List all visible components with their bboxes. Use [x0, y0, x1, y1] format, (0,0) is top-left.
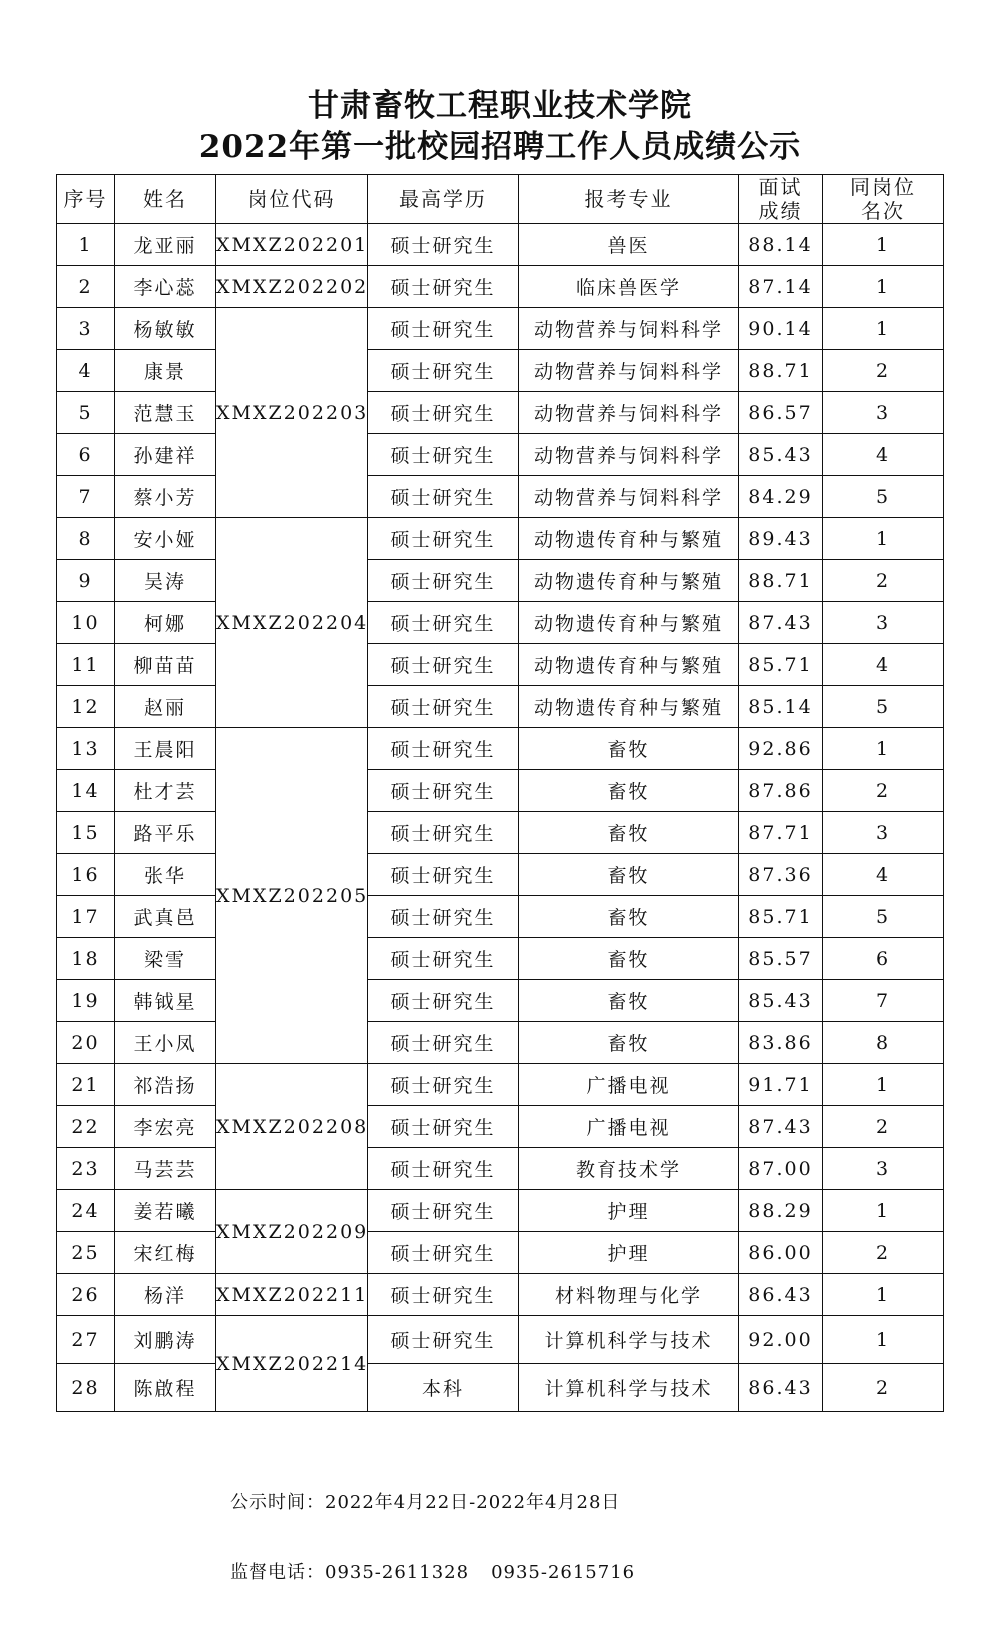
cell-name: 杨敏敏	[115, 308, 216, 350]
header-score	[739, 175, 823, 224]
cell-seq: 10	[57, 602, 115, 644]
cell-major: 计算机科学与技术	[519, 1316, 739, 1364]
cell-rank: 2	[823, 770, 944, 812]
cell-seq: 3	[57, 308, 115, 350]
cell-major: 临床兽医学	[519, 266, 739, 308]
cell-edu: 硕士研究生	[368, 602, 519, 644]
cell-score: 86.00	[739, 1232, 823, 1274]
cell-edu: 硕士研究生	[368, 1106, 519, 1148]
table-row	[57, 602, 944, 644]
cell-name: 孙建祥	[115, 434, 216, 476]
cell-edu: 硕士研究生	[368, 728, 519, 770]
table-row	[57, 1064, 944, 1106]
cell-name: 马芸芸	[115, 1148, 216, 1190]
cell-major: 动物遗传育种与繁殖	[519, 686, 739, 728]
cell-major: 教育技术学	[519, 1148, 739, 1190]
cell-rank: 1	[823, 224, 944, 266]
cell-seq: 14	[57, 770, 115, 812]
cell-name: 王小凤	[115, 1022, 216, 1064]
cell-edu: 硕士研究生	[368, 518, 519, 560]
cell-name: 赵丽	[115, 686, 216, 728]
phone-number-2: 0935-2615716	[491, 1562, 636, 1583]
table-row	[57, 1106, 944, 1148]
table-row	[57, 266, 944, 308]
table-row	[57, 518, 944, 560]
cell-edu: 硕士研究生	[368, 224, 519, 266]
cell-rank: 1	[823, 1274, 944, 1316]
cell-edu: 硕士研究生	[368, 686, 519, 728]
cell-seq: 6	[57, 434, 115, 476]
header-major: 报考专业	[519, 175, 739, 224]
phone-number-1: 0935-2611328	[325, 1562, 470, 1583]
cell-rank: 1	[823, 1064, 944, 1106]
cell-major: 动物营养与饲料科学	[519, 476, 739, 518]
cell-rank: 2	[823, 1364, 944, 1412]
cell-rank: 3	[823, 602, 944, 644]
cell-edu: 硕士研究生	[368, 1022, 519, 1064]
cell-name: 陈啟程	[115, 1364, 216, 1412]
cell-name: 路平乐	[115, 812, 216, 854]
cell-major: 畜牧	[519, 812, 739, 854]
cell-rank: 1	[823, 1190, 944, 1232]
cell-name: 姜若曦	[115, 1190, 216, 1232]
cell-seq: 8	[57, 518, 115, 560]
header-rank-line1: 同岗位	[850, 175, 916, 199]
cell-edu: 硕士研究生	[368, 1232, 519, 1274]
cell-edu: 硕士研究生	[368, 350, 519, 392]
cell-name: 李心蕊	[115, 266, 216, 308]
table-row	[57, 812, 944, 854]
cell-rank: 3	[823, 392, 944, 434]
cell-score: 87.14	[739, 266, 823, 308]
cell-score: 85.57	[739, 938, 823, 980]
cell-code: XMXZ202208	[216, 1064, 368, 1190]
cell-edu: 硕士研究生	[368, 812, 519, 854]
table-row	[57, 350, 944, 392]
cell-name: 宋红梅	[115, 1232, 216, 1274]
cell-edu: 硕士研究生	[368, 1274, 519, 1316]
cell-seq: 27	[57, 1316, 115, 1364]
cell-major: 动物遗传育种与繁殖	[519, 518, 739, 560]
cell-score: 87.43	[739, 602, 823, 644]
cell-major: 动物营养与饲料科学	[519, 434, 739, 476]
cell-score: 86.43	[739, 1274, 823, 1316]
cell-edu: 硕士研究生	[368, 938, 519, 980]
cell-score: 92.00	[739, 1316, 823, 1364]
cell-major: 广播电视	[519, 1106, 739, 1148]
cell-major: 护理	[519, 1190, 739, 1232]
cell-seq: 1	[57, 224, 115, 266]
table-row	[57, 224, 944, 266]
cell-major: 兽医	[519, 224, 739, 266]
cell-name: 杜才芸	[115, 770, 216, 812]
cell-major: 畜牧	[519, 854, 739, 896]
header-rank	[823, 175, 944, 224]
cell-rank: 8	[823, 1022, 944, 1064]
supervision-phone	[230, 1558, 635, 1584]
cell-major: 畜牧	[519, 896, 739, 938]
cell-score: 91.71	[739, 1064, 823, 1106]
cell-edu: 硕士研究生	[368, 560, 519, 602]
cell-rank: 1	[823, 518, 944, 560]
cell-code: XMXZ202211	[216, 1274, 368, 1316]
cell-score: 86.57	[739, 392, 823, 434]
cell-score: 87.00	[739, 1148, 823, 1190]
table-row	[57, 434, 944, 476]
cell-name: 梁雪	[115, 938, 216, 980]
table-row	[57, 896, 944, 938]
cell-score: 85.71	[739, 644, 823, 686]
cell-edu: 硕士研究生	[368, 392, 519, 434]
cell-name: 康景	[115, 350, 216, 392]
cell-major: 动物遗传育种与繁殖	[519, 644, 739, 686]
cell-score: 88.71	[739, 350, 823, 392]
header-code: 岗位代码	[216, 175, 368, 224]
cell-seq: 26	[57, 1274, 115, 1316]
table-header-row	[57, 175, 944, 224]
cell-major: 护理	[519, 1232, 739, 1274]
header-rank-line2: 名次	[861, 199, 905, 223]
cell-rank: 2	[823, 350, 944, 392]
cell-seq: 22	[57, 1106, 115, 1148]
cell-edu: 硕士研究生	[368, 854, 519, 896]
phone-label: 监督电话：	[230, 1562, 325, 1583]
cell-seq: 15	[57, 812, 115, 854]
cell-score: 88.29	[739, 1190, 823, 1232]
cell-seq: 21	[57, 1064, 115, 1106]
cell-edu: 硕士研究生	[368, 434, 519, 476]
cell-rank: 2	[823, 1106, 944, 1148]
table-row	[57, 476, 944, 518]
cell-seq: 9	[57, 560, 115, 602]
cell-score: 85.14	[739, 686, 823, 728]
cell-name: 王晨阳	[115, 728, 216, 770]
table-row	[57, 560, 944, 602]
cell-score: 88.14	[739, 224, 823, 266]
table-row	[57, 644, 944, 686]
header-name: 姓名	[115, 175, 216, 224]
table-row	[57, 980, 944, 1022]
cell-name: 范慧玉	[115, 392, 216, 434]
cell-name: 吴涛	[115, 560, 216, 602]
cell-name: 蔡小芳	[115, 476, 216, 518]
cell-edu: 硕士研究生	[368, 476, 519, 518]
table-row	[57, 1364, 944, 1412]
cell-score: 92.86	[739, 728, 823, 770]
cell-seq: 16	[57, 854, 115, 896]
cell-name: 韩钺星	[115, 980, 216, 1022]
cell-edu: 硕士研究生	[368, 308, 519, 350]
cell-rank: 1	[823, 266, 944, 308]
table-row	[57, 392, 944, 434]
cell-major: 计算机科学与技术	[519, 1364, 739, 1412]
cell-seq: 19	[57, 980, 115, 1022]
cell-name: 杨洋	[115, 1274, 216, 1316]
cell-name: 张华	[115, 854, 216, 896]
cell-name: 柳苗苗	[115, 644, 216, 686]
cell-edu: 硕士研究生	[368, 266, 519, 308]
table-row	[57, 1274, 944, 1316]
table-row	[57, 854, 944, 896]
cell-rank: 4	[823, 854, 944, 896]
cell-score: 87.43	[739, 1106, 823, 1148]
cell-score: 89.43	[739, 518, 823, 560]
table-row	[57, 1022, 944, 1064]
table-row	[57, 938, 944, 980]
cell-name: 龙亚丽	[115, 224, 216, 266]
table-row	[57, 686, 944, 728]
cell-rank: 3	[823, 812, 944, 854]
cell-rank: 4	[823, 434, 944, 476]
cell-major: 畜牧	[519, 1022, 739, 1064]
cell-seq: 25	[57, 1232, 115, 1274]
cell-rank: 6	[823, 938, 944, 980]
cell-name: 李宏亮	[115, 1106, 216, 1148]
cell-rank: 2	[823, 560, 944, 602]
cell-score: 83.86	[739, 1022, 823, 1064]
cell-rank: 2	[823, 1232, 944, 1274]
cell-name: 安小娅	[115, 518, 216, 560]
publicity-period: 公示时间：2022年4月22日-2022年4月28日	[230, 1492, 621, 1513]
table-row	[57, 1148, 944, 1190]
header-score-line1: 面试	[758, 175, 803, 199]
results-table	[56, 174, 944, 1412]
cell-edu: 硕士研究生	[368, 896, 519, 938]
cell-seq: 24	[57, 1190, 115, 1232]
cell-seq: 7	[57, 476, 115, 518]
cell-major: 畜牧	[519, 980, 739, 1022]
cell-seq: 12	[57, 686, 115, 728]
cell-rank: 4	[823, 644, 944, 686]
cell-code: XMXZ202214	[216, 1316, 368, 1412]
header-score-line2: 成绩	[758, 199, 803, 223]
cell-name: 柯娜	[115, 602, 216, 644]
cell-major: 动物遗传育种与繁殖	[519, 602, 739, 644]
cell-major: 动物营养与饲料科学	[519, 392, 739, 434]
cell-edu: 硕士研究生	[368, 1064, 519, 1106]
cell-rank: 3	[823, 1148, 944, 1190]
cell-seq: 13	[57, 728, 115, 770]
cell-edu: 本科	[368, 1364, 519, 1412]
table-row	[57, 1316, 944, 1364]
document-title: 甘肃畜牧工程职业技术学院	[308, 88, 692, 124]
cell-name: 刘鹏涛	[115, 1316, 216, 1364]
cell-edu: 硕士研究生	[368, 980, 519, 1022]
header-seq: 序号	[57, 175, 115, 224]
table-row	[57, 770, 944, 812]
cell-major: 材料物理与化学	[519, 1274, 739, 1316]
cell-code: XMXZ202203	[216, 308, 368, 518]
cell-name: 武真邑	[115, 896, 216, 938]
cell-rank: 1	[823, 1316, 944, 1364]
cell-score: 88.71	[739, 560, 823, 602]
table-row	[57, 1190, 944, 1232]
cell-major: 动物营养与饲料科学	[519, 308, 739, 350]
table-row	[57, 308, 944, 350]
cell-seq: 23	[57, 1148, 115, 1190]
cell-code: XMXZ202201	[216, 224, 368, 266]
cell-score: 87.71	[739, 812, 823, 854]
cell-major: 畜牧	[519, 938, 739, 980]
cell-seq: 4	[57, 350, 115, 392]
cell-seq: 11	[57, 644, 115, 686]
cell-rank: 5	[823, 686, 944, 728]
cell-name: 祁浩扬	[115, 1064, 216, 1106]
cell-score: 85.43	[739, 980, 823, 1022]
cell-seq: 20	[57, 1022, 115, 1064]
cell-seq: 17	[57, 896, 115, 938]
document-subtitle: 2022年第一批校园招聘工作人员成绩公示	[198, 129, 802, 165]
cell-major: 动物营养与饲料科学	[519, 350, 739, 392]
header-edu: 最高学历	[368, 175, 519, 224]
cell-rank: 7	[823, 980, 944, 1022]
cell-major: 畜牧	[519, 728, 739, 770]
cell-major: 广播电视	[519, 1064, 739, 1106]
cell-seq: 2	[57, 266, 115, 308]
cell-code: XMXZ202204	[216, 518, 368, 728]
cell-code: XMXZ202202	[216, 266, 368, 308]
cell-rank: 1	[823, 308, 944, 350]
cell-edu: 硕士研究生	[368, 770, 519, 812]
cell-major: 动物遗传育种与繁殖	[519, 560, 739, 602]
table-row	[57, 728, 944, 770]
cell-edu: 硕士研究生	[368, 1148, 519, 1190]
cell-major: 畜牧	[519, 770, 739, 812]
cell-code: XMXZ202209	[216, 1190, 368, 1274]
cell-score: 85.71	[739, 896, 823, 938]
cell-edu: 硕士研究生	[368, 644, 519, 686]
cell-score: 87.36	[739, 854, 823, 896]
cell-score: 85.43	[739, 434, 823, 476]
cell-score: 84.29	[739, 476, 823, 518]
cell-score: 90.14	[739, 308, 823, 350]
cell-seq: 5	[57, 392, 115, 434]
cell-code: XMXZ202205	[216, 728, 368, 1064]
cell-edu: 硕士研究生	[368, 1316, 519, 1364]
cell-rank: 5	[823, 476, 944, 518]
table-row	[57, 1232, 944, 1274]
cell-seq: 18	[57, 938, 115, 980]
cell-edu: 硕士研究生	[368, 1190, 519, 1232]
cell-seq: 28	[57, 1364, 115, 1412]
cell-rank: 1	[823, 728, 944, 770]
cell-score: 86.43	[739, 1364, 823, 1412]
cell-score: 87.86	[739, 770, 823, 812]
cell-rank: 5	[823, 896, 944, 938]
